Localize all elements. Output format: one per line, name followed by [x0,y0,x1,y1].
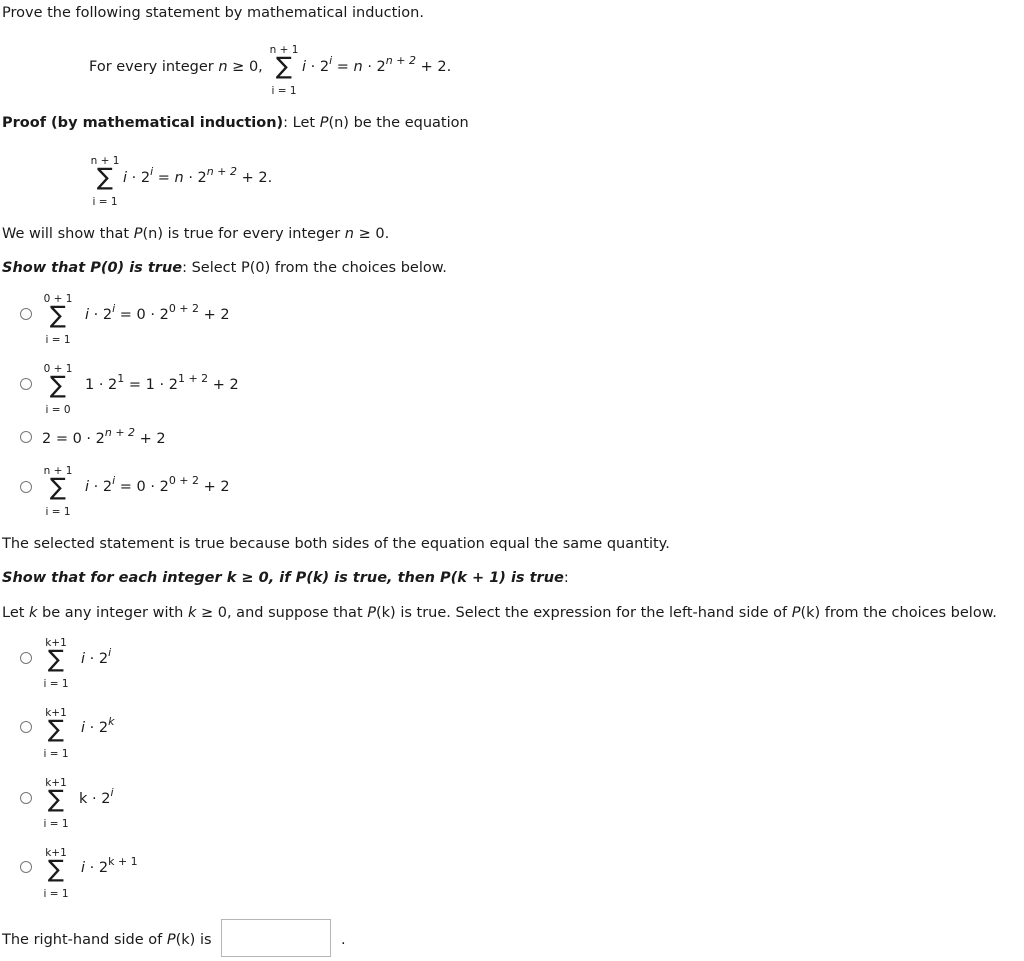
sup-a: i [108,646,112,659]
lhs-option-3-expr [79,786,114,807]
proof-be: be the equation [348,115,469,131]
sum-upper: k+1 [45,847,67,859]
let-k-line [2,605,997,621]
sigma-symbol: ∑ [96,163,114,191]
rhs-post: is [195,932,212,948]
expr-b: · 2 [85,720,109,736]
expr-c: = 0 · 2 [115,479,169,495]
sup-b: 0 + 2 [168,302,200,315]
sup-b: 0 + 2 [168,474,200,487]
we-will-n: n [344,226,354,242]
expr-b: · 2 [85,651,109,667]
expr-a: i [81,651,86,667]
sum-lower: i = 1 [45,506,71,518]
p0-option-4-radio[interactable] [20,481,32,493]
p0-option-2-radio[interactable] [20,378,32,390]
show-step-colon: : [563,570,569,586]
expr-b: · 2 [94,377,118,393]
expr-b: · 2 [85,860,109,876]
sup-a: k + 1 [108,855,138,868]
sum-lower: i = 0 [45,404,71,416]
lhs-option-4-expr [81,855,138,876]
equals: = [153,170,175,186]
sigma-symbol: ∑ [47,645,65,673]
sup-a: i [110,786,114,799]
sigma-symbol: ∑ [275,52,293,80]
eq2-tail: + 2. [236,170,273,186]
sum-lower: i = 1 [43,678,69,690]
let-mid3: is true. Select the expression for the left-hand side of [395,605,792,621]
p0-option-3-expr [42,426,166,447]
sup-a: n + 2 [104,426,136,439]
lhs-option-2-radio[interactable] [20,721,32,733]
expr-d: + 2 [199,479,230,495]
let-pre: Let [2,605,30,621]
we-will-mid: is true for every integer [162,226,345,242]
lhs-option-1-expr [81,646,112,667]
proof-line [2,115,469,131]
sigma-symbol: ∑ [49,301,67,329]
we-will-pre: We will show that [2,226,134,242]
statement-var: n [218,59,228,75]
sup-a: i [112,474,116,487]
sigma-symbol: ∑ [47,715,65,743]
p0-option-1-radio[interactable] [20,308,32,320]
dot-two: · 2 [127,170,151,186]
exp-n2: n + 2 [206,165,237,178]
sum-lower: i = 1 [92,196,118,208]
statement-formula [302,54,452,75]
eq2-formula [123,165,273,186]
rhs-answer-input[interactable] [221,919,331,957]
expr-c: = 1 · 2 [124,377,178,393]
show-p0-rest: : Select P(0) from the choices below. [182,260,447,276]
exp-n2: n + 2 [385,54,416,67]
expr-a: i [85,479,90,495]
sum-upper: k+1 [45,637,67,649]
sum-upper: n + 1 [43,465,73,477]
p0-option-4-expr [85,474,230,495]
proof-p: P [319,115,329,131]
expr-d: + 2 [199,307,230,323]
n-var: n [353,59,363,75]
let-mid1: be any integer with [37,605,188,621]
show-p0-line [2,260,447,276]
sum-upper: n + 1 [90,155,120,167]
let-paren: (k) [376,605,396,621]
statement-for: For every integer [89,59,214,75]
proof-label: Proof (by mathematical induction) [2,115,284,131]
n-var: n [174,170,184,186]
lhs-option-3-radio[interactable] [20,792,32,804]
rhs-p: P [166,932,176,948]
statement-tail: + 2. [415,59,452,75]
lhs-option-1-radio[interactable] [20,652,32,664]
statement-text [89,59,263,75]
sum-lower: i = 1 [271,85,297,97]
sum-lower: i = 1 [45,334,71,346]
sum-lower: i = 1 [43,818,69,830]
show-step-line [2,570,569,586]
let-post: from the choices below. [820,605,997,621]
p0-option-1-expr [85,302,230,323]
term-i: i [302,59,307,75]
expr-b: · 2 [87,791,111,807]
term-i: i [123,170,128,186]
sum-upper: k+1 [45,777,67,789]
rhs-pre: The right-hand side of [2,932,167,948]
proof-paren: (n) [328,115,349,131]
sum-upper: 0 + 1 [43,363,73,375]
expr-a: k [79,791,88,807]
we-will-p: P [133,226,143,242]
equals: = [332,59,354,75]
let-k: k [29,605,38,621]
sup-a: k [108,715,115,728]
dot-two-2: · 2 [362,59,386,75]
let-k2: k [187,605,197,621]
sup-b: 1 + 2 [177,372,209,385]
show-p0-label: Show that P(0) is true [2,260,183,276]
sigma-symbol: ∑ [47,855,65,883]
let-p2: P [791,605,801,621]
rhs-line [2,932,212,948]
sum-upper: 0 + 1 [43,293,73,305]
we-will-post: ≥ 0. [354,226,390,242]
sigma-symbol: ∑ [49,371,67,399]
prompt-text: Prove the following statement by mathematical induction. [2,5,424,21]
expr-a: i [85,307,90,323]
sum-upper: n + 1 [269,44,299,56]
lhs-option-4-radio[interactable] [20,861,32,873]
lhs-option-2-expr [81,715,115,736]
let-mid2: ≥ 0, and suppose that [196,605,368,621]
dot-two: · 2 [306,59,330,75]
sigma-symbol: ∑ [47,785,65,813]
expr-a: i [81,720,86,736]
sup-a: 1 [117,372,125,385]
sum-lower: i = 1 [43,888,69,900]
show-step-label: Show that for each integer k ≥ 0, if P(k) is true, then P(k + 1) is true [2,570,564,586]
selected-statement: The selected statement is true because both sides of the equation equal the same quantity. [2,536,670,552]
exp-i: i [150,165,154,178]
we-will-line [2,226,389,242]
expr-a: i [81,860,86,876]
statement-cond: ≥ 0, [227,59,263,75]
sup-a: i [112,302,116,315]
we-will-paren: (n) [142,226,163,242]
exp-i: i [329,54,333,67]
p0-option-3-radio[interactable] [20,431,32,443]
expr-b: · 2 [89,307,113,323]
rhs-paren: (k) [175,932,196,948]
expr-b: · 2 [89,479,113,495]
let-p: P [367,605,376,621]
let-paren2: (k) [800,605,821,621]
expr-d: + 2 [208,377,239,393]
sum-lower: i = 1 [43,748,69,760]
expr-b: + 2 [135,431,166,447]
dot-two-2: · 2 [183,170,207,186]
rhs-period: . [341,932,346,948]
proof-let: : Let [283,115,320,131]
expr-c: = 0 · 2 [115,307,169,323]
sum-upper: k+1 [45,707,67,719]
sigma-symbol: ∑ [49,473,67,501]
expr-a: 1 [85,377,95,393]
expr-a: 2 = 0 · 2 [42,431,105,447]
p0-option-2-expr [85,372,239,393]
